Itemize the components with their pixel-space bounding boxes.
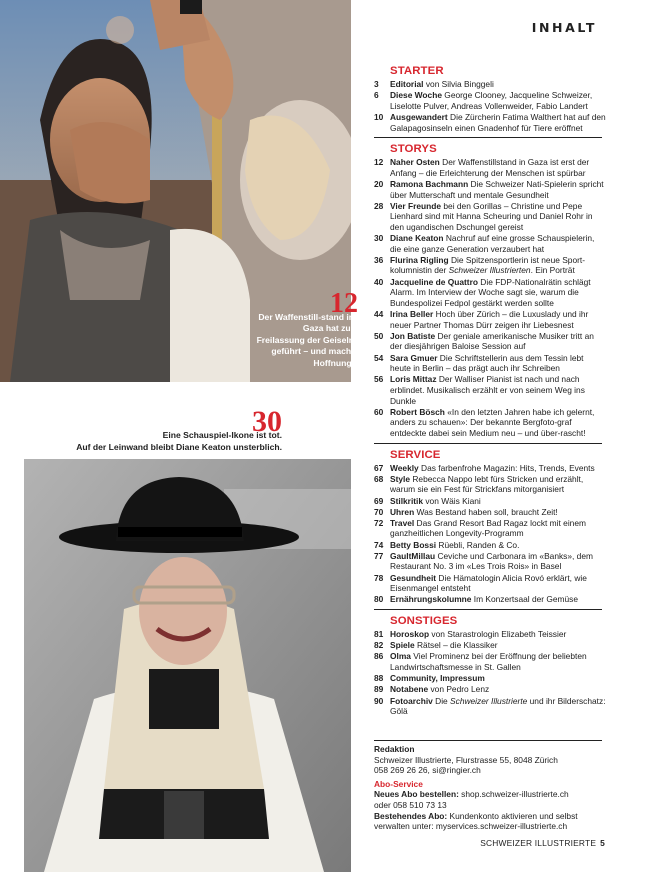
table-of-contents — [374, 64, 606, 721]
footer-magazine-name: SCHWEIZER ILLUSTRIERTE — [480, 838, 597, 848]
toc-entry-title: Vier Freunde — [390, 200, 442, 211]
toc-entry[interactable] — [374, 353, 606, 374]
toc-page-number: 89 — [374, 684, 384, 695]
imprint-contact[interactable]: 058 269 26 26, si@ringier.ch — [374, 765, 481, 776]
toc-entry[interactable] — [374, 255, 606, 276]
toc-entry-title: Olma — [390, 651, 411, 662]
toc-entry[interactable] — [374, 673, 606, 684]
toc-page-number: 12 — [374, 157, 384, 168]
toc-entry-description: von Starastrologin Elizabeth Teissier — [429, 629, 567, 639]
toc-entry-title: Betty Bossi — [390, 539, 437, 550]
toc-entry-title: Robert Bösch — [390, 406, 445, 417]
toc-page-number: 82 — [374, 640, 384, 651]
toc-section-title: SERVICE — [390, 448, 441, 461]
caption-keaton-line2: Auf der Leinwand bleibt Diane Keaton unsterblich. — [76, 441, 282, 452]
toc-page-number: 60 — [374, 406, 384, 417]
toc-entry[interactable] — [374, 331, 606, 352]
toc-page-number: 72 — [374, 517, 384, 528]
toc-entries — [374, 157, 606, 438]
toc-section-title: STARTER — [390, 65, 444, 77]
toc-entry-title: Ausgewandert — [390, 111, 448, 122]
toc-entry[interactable] — [374, 277, 606, 309]
toc-entry-title: Uhren — [390, 506, 415, 517]
imprint-neues-abo-link[interactable]: shop.schweizer-illustrierte.ch — [458, 789, 569, 800]
toc-entry-description: Nachruf auf eine grosse Schauspielerin, die eine ganze Generation verzaubert hat — [390, 233, 595, 254]
toc-entry[interactable] — [374, 507, 606, 518]
imprint-redaktion-label: Redaktion — [374, 744, 415, 754]
toc-entry[interactable] — [374, 463, 606, 474]
toc-entry[interactable] — [374, 573, 606, 594]
toc-section-title: STORYS — [390, 143, 437, 156]
toc-entry-description: «In den letzten Jahren habe ich gelernt, anders zu schauen»: Der bekannte Bergfoto-graf entdeckte dabei sein Medium neu – und über-rascht! — [390, 406, 595, 438]
toc-section-title: SONSTIGES — [390, 615, 458, 627]
toc-page-number: 70 — [374, 506, 384, 517]
divider — [374, 137, 602, 138]
toc-entry-title: Loris Mittaz — [390, 374, 437, 385]
toc-page-number: 81 — [374, 629, 384, 639]
imprint-bestehendes — [374, 811, 610, 832]
toc-page-number: 28 — [374, 200, 384, 211]
toc-entry-title: Jacqueline de Quattro — [390, 276, 478, 287]
toc-entry-description: Die — [432, 695, 451, 706]
toc-page-number: 69 — [374, 495, 384, 506]
toc-section-sonstiges — [374, 614, 606, 717]
caption-keaton-text — [60, 430, 282, 453]
toc-entry-title: Ernährungskolumne — [390, 594, 472, 605]
toc-page-number: 50 — [374, 330, 384, 341]
toc-entry-title: Travel — [390, 517, 415, 528]
toc-entry-title: Horoskop — [390, 629, 430, 639]
caption-gaza-page-number: 12 — [330, 288, 358, 319]
toc-entry[interactable] — [374, 640, 606, 651]
photo-diane-keaton — [24, 459, 351, 872]
toc-entry-description: Viel Prominenz bei der Eröffnung der beliebten Landwirtschaftsmesse in St. Gallen — [390, 651, 587, 672]
toc-entry[interactable] — [374, 201, 606, 233]
toc-entry-title: Flurina Rigling — [390, 254, 449, 265]
toc-entries — [374, 79, 606, 133]
toc-entry[interactable] — [374, 651, 606, 672]
toc-page-number: 44 — [374, 309, 384, 320]
toc-page-number: 36 — [374, 254, 384, 265]
footer-page-number: 5 — [600, 838, 605, 848]
photo-keaton-illustration — [24, 459, 351, 872]
toc-entry-description: Die Schriftstellerin aus dem Tessin lebt heute in Berlin – das prägt auch ihr Schreiben — [390, 352, 584, 374]
toc-entry-description: Im Konzertsaal der Gemüse — [471, 594, 579, 605]
toc-page-number: 3 — [374, 79, 379, 89]
toc-entry[interactable] — [374, 540, 606, 551]
toc-entry-title: Spiele — [390, 640, 415, 651]
toc-page-number: 10 — [374, 111, 384, 122]
toc-entry-description: Der Walliser Pianist ist nach und nach erblindet. Musikalisch erzählt er von seinem Weg ins Dunkle — [390, 374, 585, 406]
toc-page-number: 77 — [374, 550, 384, 561]
divider — [374, 740, 602, 741]
toc-entry-title: Style — [390, 473, 411, 484]
toc-entry-description: Rätsel – die Klassiker — [414, 640, 498, 651]
toc-entry-title: Jon Batiste — [390, 330, 436, 341]
toc-entry-title: Diane Keaton — [390, 233, 444, 244]
toc-entries — [374, 629, 606, 717]
toc-entry-title: Naher Osten — [390, 157, 440, 168]
toc-entry-description-cont: . Ein Porträt — [530, 265, 575, 276]
caption-gaza-text: Der Waffenstill-stand in Gaza hat zur Freilassung der Geiseln geführt – und macht Hoffnung. — [256, 312, 354, 368]
toc-entry[interactable] — [374, 629, 606, 640]
toc-entry[interactable] — [374, 594, 606, 605]
toc-entry-description: Der geniale amerikanische Musiker tritt an der diesjährigen Baloise Session auf — [390, 330, 594, 352]
toc-entry-description: Die Schweizer Nati-Spielerin spricht über Mutterschaft und mentale Gesundheit — [390, 178, 604, 200]
section-label: INHALT — [531, 20, 597, 35]
toc-entry[interactable] — [374, 551, 606, 572]
toc-page-number: 68 — [374, 473, 384, 484]
toc-entry-description: Die FDP-Nationalrätin schlägt Alarm. Im Interview der Woche sagt sie, warum die Bundespolizei Fedpol gestärkt werden sollte — [390, 276, 591, 308]
divider — [374, 609, 602, 610]
toc-entry-title: Community, Impressum — [390, 673, 485, 684]
imprint-address: Schweizer Illustrierte, Flurstrasse 55, 8048 Zürich — [374, 754, 558, 765]
imprint-bestehendes-label: Bestehendes Abo: — [374, 810, 448, 821]
toc-entry-title: Irina Beller — [390, 309, 434, 320]
toc-entry[interactable] — [374, 179, 606, 200]
toc-entry[interactable] — [374, 157, 606, 178]
toc-entry-title: Fotoarchiv — [390, 695, 433, 706]
toc-page-number: 88 — [374, 673, 384, 684]
toc-entry[interactable] — [374, 112, 606, 133]
caption-keaton-line1: Eine Schauspiel-Ikone ist tot. — [162, 430, 282, 440]
divider — [374, 443, 602, 444]
caption-keaton-page-number: 30 — [252, 405, 282, 438]
toc-entry[interactable] — [374, 474, 606, 495]
toc-entry-description: Das farbenfrohe Magazin: Hits, Trends, Events — [418, 462, 595, 473]
toc-entry-description: von Pedro Lenz — [428, 684, 490, 695]
toc-entry[interactable] — [374, 90, 606, 111]
toc-entry[interactable] — [374, 518, 606, 539]
toc-entry-italic: Schweizer Illustrierte — [450, 695, 528, 706]
toc-page-number: 56 — [374, 374, 384, 385]
toc-entry-title: Weekly — [390, 462, 419, 473]
toc-entry-description: Die Spitzensportlerin ist neue Sport-kolumnistin der — [390, 254, 586, 276]
toc-entry-description: Die Hämatologin Alicia Rovó erklärt, wie Eisenmangel entsteht — [390, 572, 587, 594]
toc-page-number: 78 — [374, 572, 384, 583]
page-footer — [480, 838, 605, 848]
toc-entry-description: von Silvia Binggeli — [423, 79, 494, 89]
toc-page-number: 20 — [374, 178, 384, 189]
toc-entry[interactable] — [374, 496, 606, 507]
toc-entry-description: Rebecca Nappo lebt fürs Stricken und erzählt, warum sie ein Fest für Strickfans mitorganisiert — [390, 473, 584, 495]
toc-section-starter — [374, 64, 606, 133]
toc-entry-title: Editorial — [390, 79, 424, 89]
toc-entry[interactable] — [374, 407, 606, 439]
toc-entry[interactable] — [374, 374, 606, 406]
toc-page-number: 90 — [374, 695, 384, 706]
toc-entry-description: Ceviche und Carbonara im «Banks», dem Restaurant No. 3 im «Les Trois Rois» in Basel — [390, 550, 593, 572]
toc-entry-description: Das Grand Resort Bad Ragaz lockt mit einem ganzheitlichen Longevity-Programm — [390, 517, 586, 539]
imprint-phone: oder 058 510 73 13 — [374, 799, 447, 810]
toc-entry-title: Gesundheit — [390, 572, 437, 583]
toc-page-number: 54 — [374, 352, 384, 363]
toc-page-number: 74 — [374, 539, 384, 550]
imprint-abo-label: Abo-Service — [374, 778, 423, 789]
toc-entry-description: George Clooney, Jacqueline Schweizer, Liselotte Pulver, Andreas Vollenweider, Fabio Landert — [390, 90, 593, 111]
toc-entry-description: Die Zürcherin Fatima Walthert hat auf den Galapagosinseln einen Gnadenhof für Tiere eröffnet — [390, 111, 606, 133]
toc-page-number: 80 — [374, 594, 384, 605]
toc-entry-description: Hoch über Zürich – die Luxuslady und ihr neuer Partner Thomas Dürr zeigen ihr Liebesnest — [390, 309, 589, 330]
toc-entry-description: Rüebli, Randen & Co. — [436, 539, 520, 550]
toc-entry-italic: Schweizer Illustrierten — [448, 265, 531, 276]
toc-entry[interactable] — [374, 233, 606, 254]
toc-section-storys — [374, 142, 606, 438]
toc-page-number: 30 — [374, 233, 384, 244]
toc-entry-description: bei den Gorillas – Christine und Pepe Lienhard sind mit Hanna Scheuring und Daniel Rohr in den ugandischen Dschungel gereist — [390, 200, 593, 232]
toc-entry-description: Der Waffenstillstand in Gaza ist erst der Anfang – die Erleichterung der Menschen ist spürbar — [390, 157, 590, 178]
toc-entry-title: Sara Gmuer — [390, 352, 438, 363]
toc-entry[interactable] — [374, 79, 606, 90]
toc-entry-title: Stilkritik — [390, 495, 424, 506]
toc-page-number: 86 — [374, 651, 384, 662]
toc-entry-title: Diese Woche — [390, 90, 442, 101]
imprint-neues-abo-label: Neues Abo bestellen: — [374, 789, 459, 800]
toc-entries — [374, 463, 606, 605]
toc-entry[interactable] — [374, 309, 606, 330]
toc-entry-title: Notabene — [390, 684, 429, 695]
toc-section-service — [374, 448, 606, 605]
toc-entry-title: GaultMillau — [390, 550, 436, 561]
toc-entry[interactable] — [374, 684, 606, 695]
toc-page-number: 67 — [374, 462, 384, 473]
toc-page-number: 6 — [374, 90, 379, 101]
imprint-neues-abo — [374, 789, 610, 800]
imprint-bestehendes-text[interactable]: Kundenkonto aktivieren und selbst verwalten unter: myservices.schweizer-illustrierte.ch — [374, 810, 578, 832]
imprint — [374, 740, 610, 832]
toc-entry-description-cont: und ihr Bilderschatz: Gölä — [390, 695, 606, 717]
toc-entry-description: Was Bestand haben soll, braucht Zeit! — [414, 506, 558, 517]
toc-page-number: 40 — [374, 276, 384, 287]
toc-entry-title: Ramona Bachmann — [390, 178, 469, 189]
toc-entry[interactable] — [374, 696, 606, 717]
toc-entry-description: von Wäis Kiani — [423, 495, 481, 506]
